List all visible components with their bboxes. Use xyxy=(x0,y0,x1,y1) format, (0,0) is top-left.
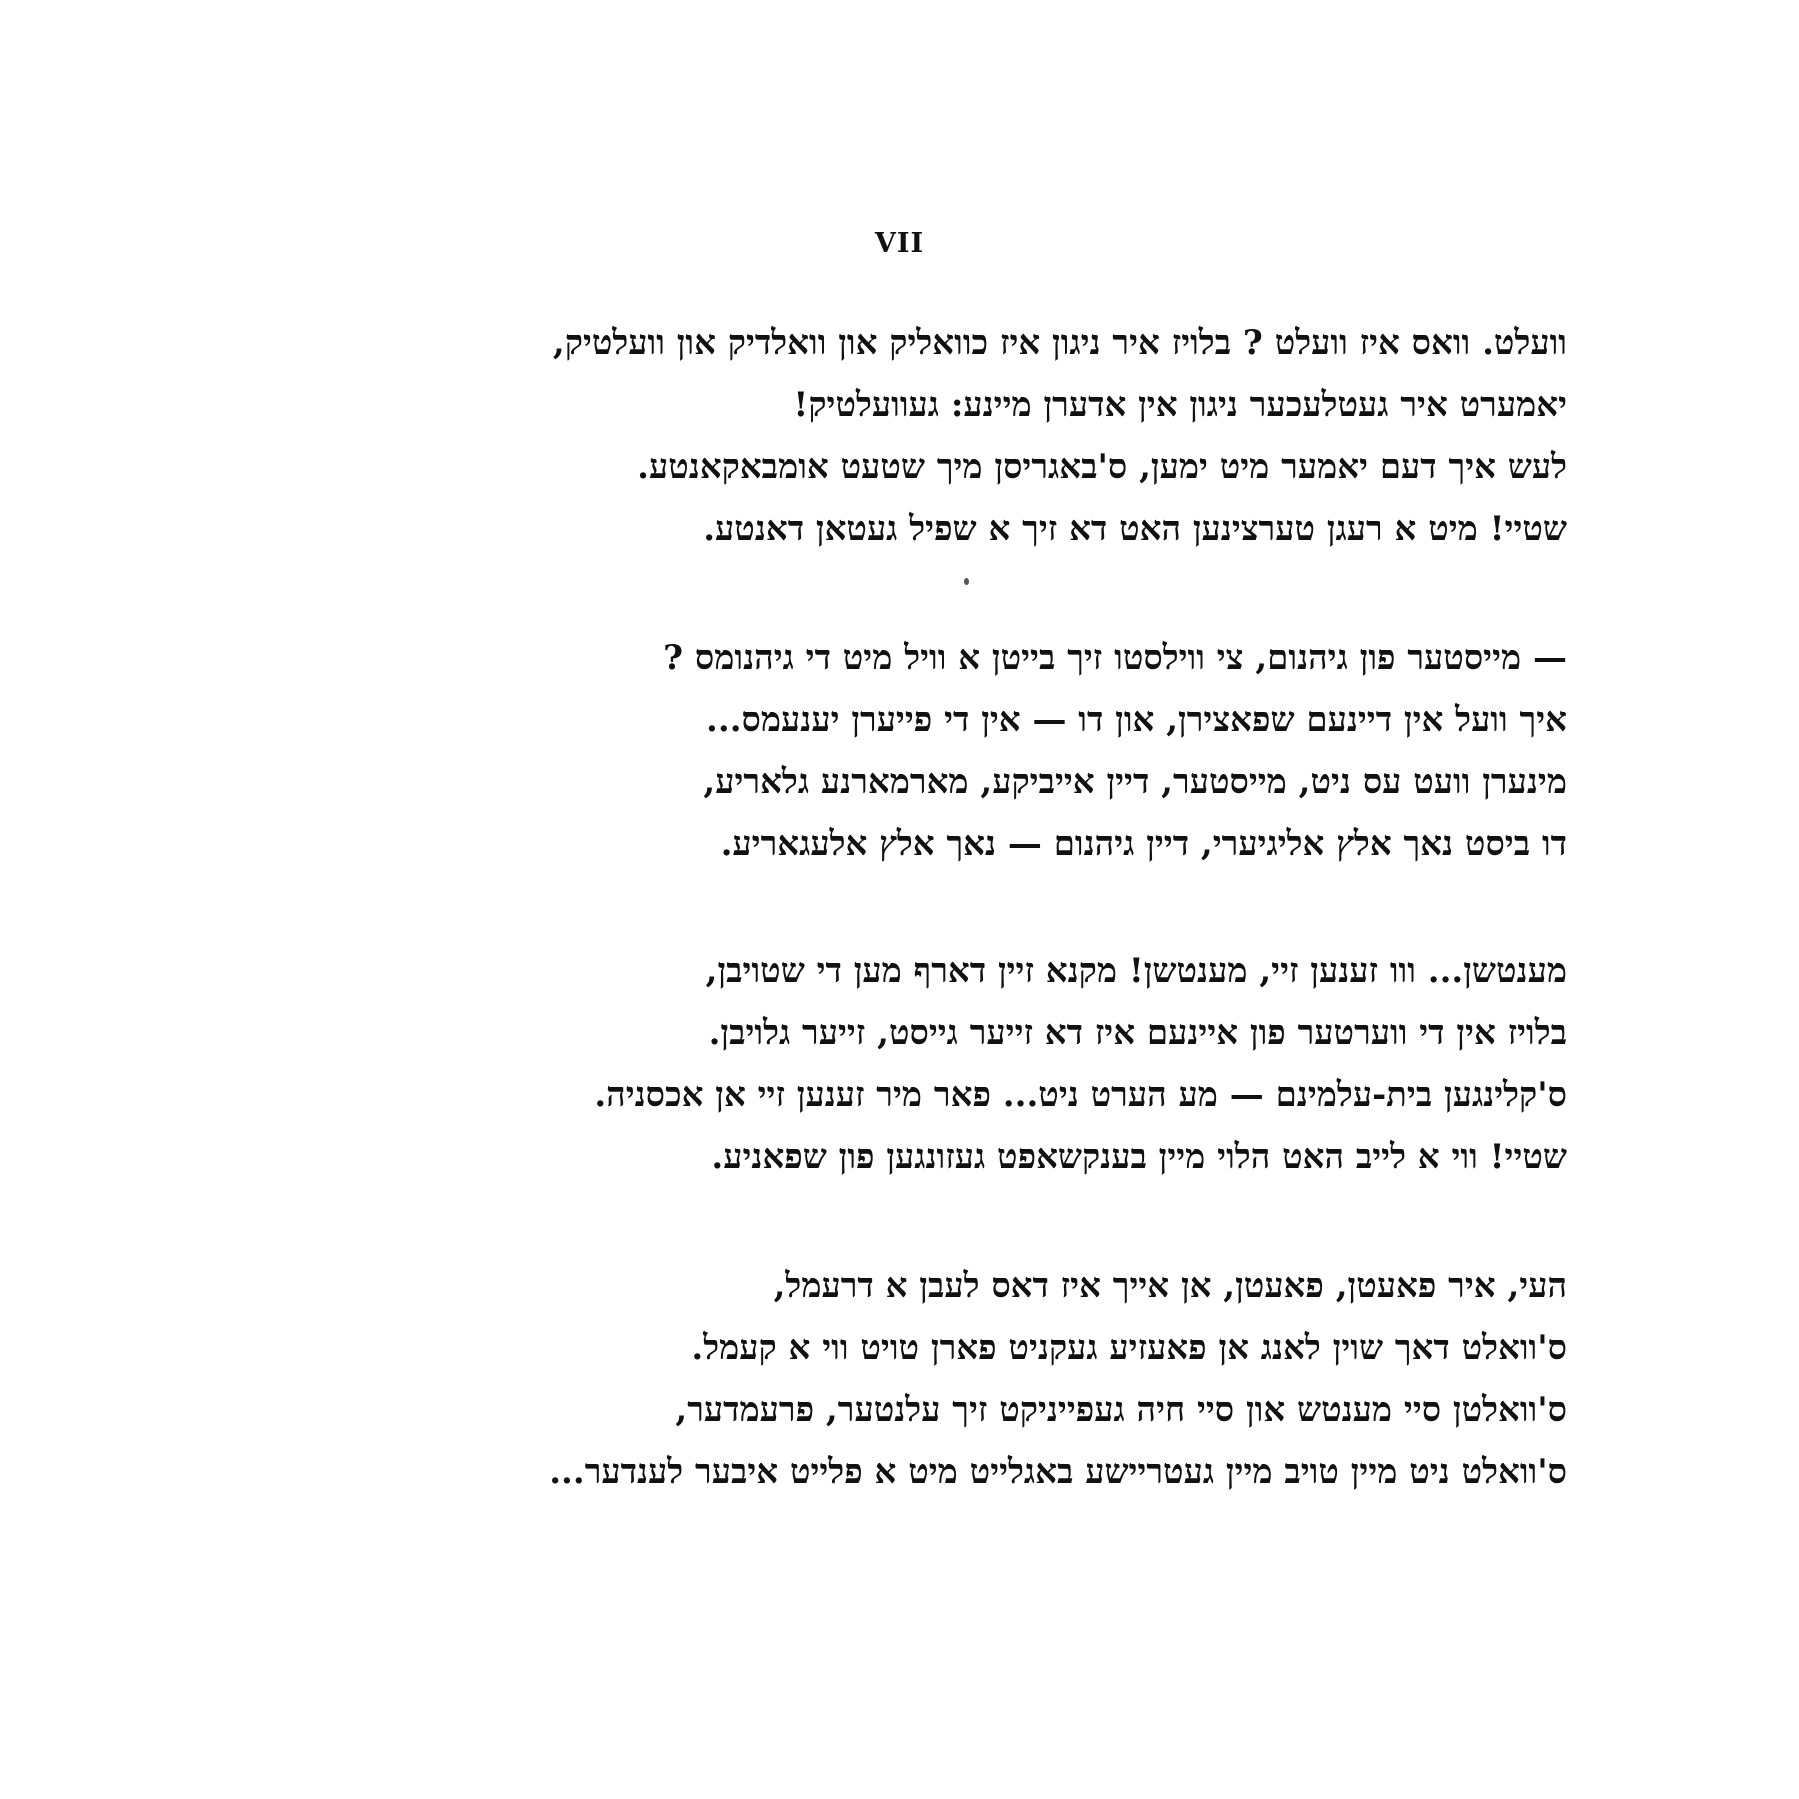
verse-line: ס'וואלטן סיי מענטש און סיי חיה געפייניקט זיך עלנטער, פרעמדער, xyxy=(675,1390,1567,1430)
verse-line: בלויז אין די ווערטער פון איינעם איז דא זייער גייסט, זייער גלויבן. xyxy=(708,1013,1567,1053)
stanza-2 xyxy=(267,627,1567,875)
verse-line: מינערן וועט עס ניט, מייסטער, דיין אייביקע, מארמארנע גלאריע, xyxy=(703,762,1567,802)
verse-line: העי, איר פאעטן, פאעטן, אן אייך איז דאס לעבן א דרעמל, xyxy=(773,1266,1567,1306)
verse-line: דו ביסט נאך אלץ אליגיערי, דיין גיהנום — נאך אלץ אלעגאריע. xyxy=(720,824,1567,864)
stanza-1 xyxy=(267,312,1567,560)
verse-line: מענטשן... ווו זענען זיי, מענטשן! מקנא זיין דארף מען די שטויבן, xyxy=(705,951,1567,991)
ink-speck xyxy=(964,578,969,585)
section-number: VII xyxy=(874,228,925,259)
verse-line: — מייסטער פון גיהנום, צי ווילסטו זיך בייטן א וויל מיט די גיהנומס ? xyxy=(663,638,1567,678)
verse-line: איך וועל אין דיינעם שפאצירן, און דו — אין די פייערן יענעמס... xyxy=(706,700,1567,740)
verse-line: ס'קלינגען בית-עלמינם — מע הערט ניט... פאר מיר זענען זיי אן אכסניה. xyxy=(594,1075,1567,1115)
verse-line: לעש איך דעם יאמער מיט ימען, ס'באגריסן מיך שטעט אומבאקאנטע. xyxy=(637,447,1567,487)
verse-line: ס'וואלט ניט מיין טויב מיין געטריישע באגלייט מיט א פלייט איבער לענדער... xyxy=(549,1452,1567,1492)
verse-line: יאמערט איר געטלעכער ניגון אין אדערן מיינע: געוועלטיק! xyxy=(793,385,1567,425)
verse-line: שטיי! ווי א לייב האט הלוי מיין בענקשאפט געזונגען פון שפאניע. xyxy=(711,1137,1567,1177)
verse-line: שטיי! מיט א רעגן טערצינען האט דא זיך א שפיל געטאן דאנטע. xyxy=(703,509,1567,549)
verse-line: וועלט. וואס איז וועלט ? בלויז איר ניגון איז כוואליק און וואלדיק און וועלטיק, xyxy=(552,323,1567,363)
stanza-3 xyxy=(267,940,1567,1188)
verse-line: ס'וואלט דאך שוין לאנג אן פאעזיע געקניט פארן טויט ווי א קעמל. xyxy=(691,1328,1567,1368)
stanza-4 xyxy=(267,1255,1567,1503)
